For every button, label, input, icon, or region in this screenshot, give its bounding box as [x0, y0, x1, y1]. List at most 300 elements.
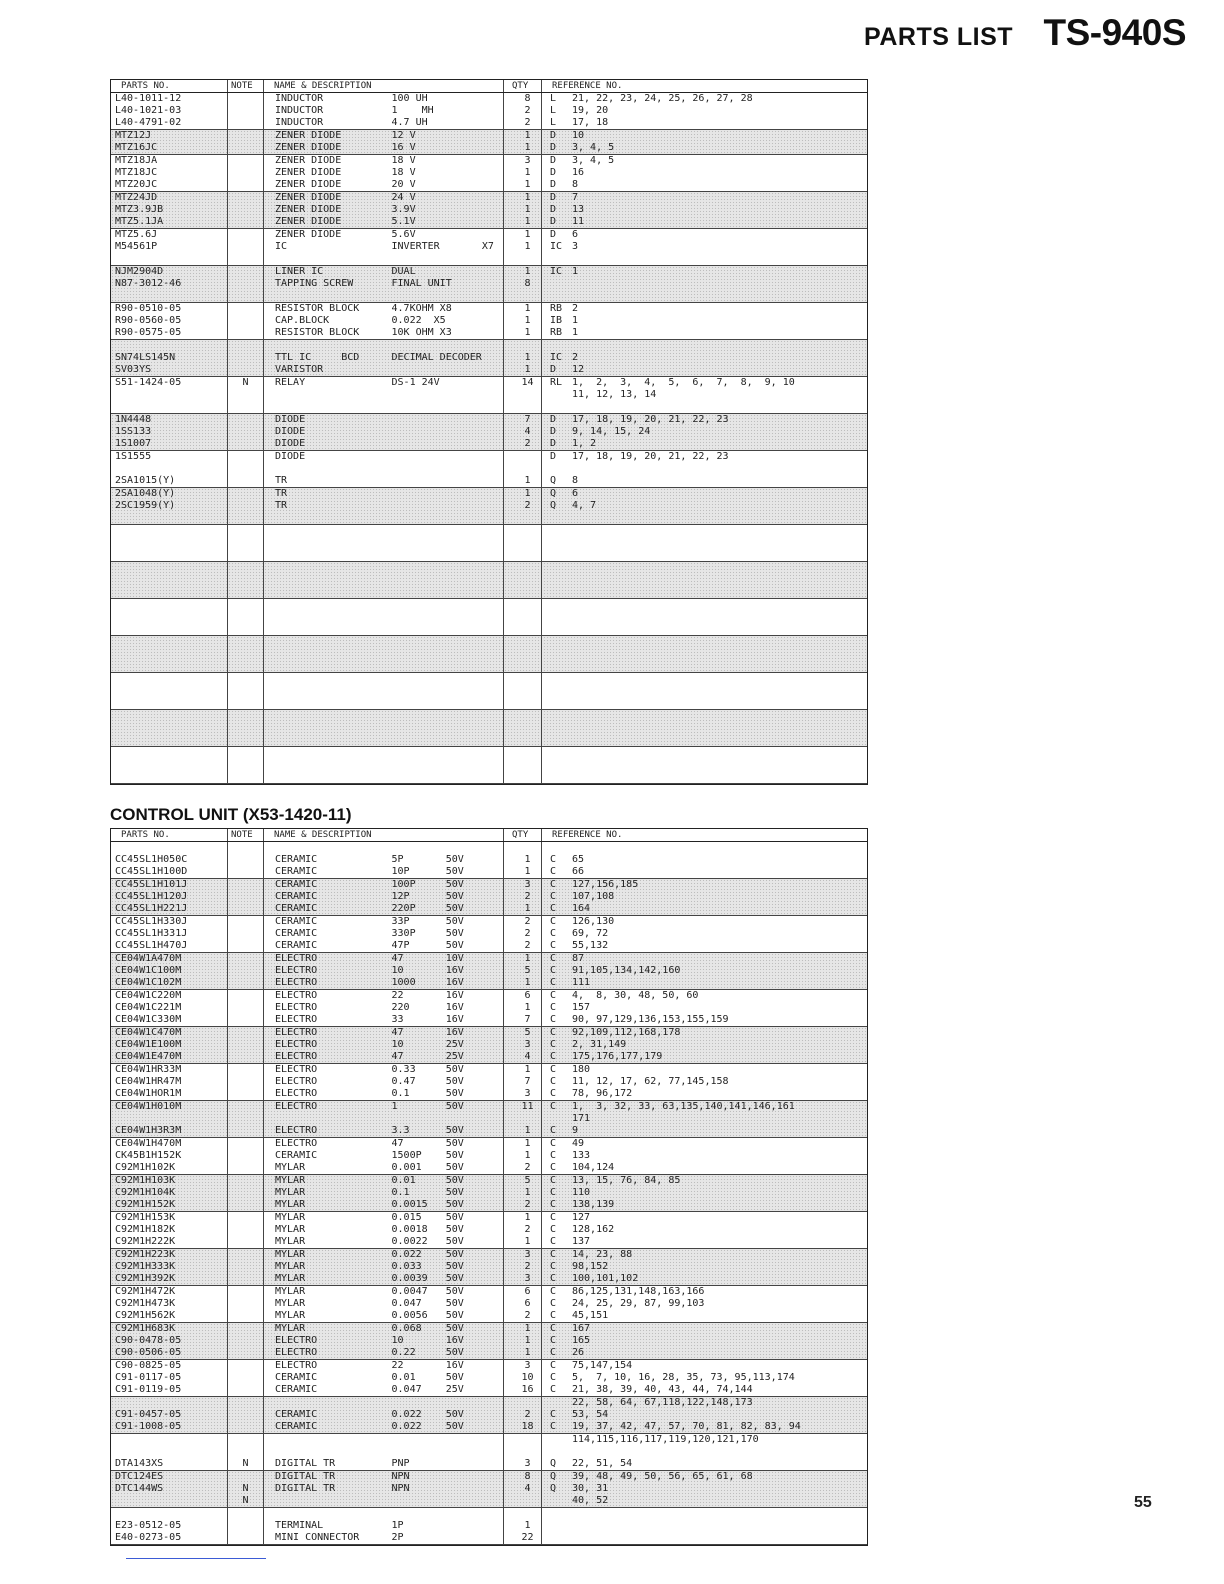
note [228, 204, 263, 216]
table-line [111, 953, 227, 965]
table-line [264, 1495, 503, 1507]
item-value [381, 747, 503, 759]
table-line [504, 1347, 541, 1359]
note [228, 623, 263, 635]
ref-symbol: C [550, 1273, 557, 1284]
item-name [264, 697, 381, 709]
qty: 5 [524, 965, 531, 976]
col-reference [542, 829, 867, 841]
ref-symbol [542, 842, 568, 854]
table-cell [504, 1360, 542, 1396]
table-line [111, 1372, 227, 1384]
part-no: CE04W1A470M [115, 953, 182, 964]
item-name [264, 525, 381, 537]
table-row-group [111, 229, 867, 266]
table-line [228, 977, 263, 989]
qty: 2 [524, 928, 531, 939]
table-line [542, 965, 867, 977]
table-line [111, 574, 227, 586]
qty [504, 253, 541, 265]
part-no [111, 697, 227, 709]
table-line [228, 866, 263, 878]
table-row-group [111, 1101, 867, 1138]
table-cell [504, 229, 542, 265]
ref-symbol [542, 1434, 568, 1446]
qty: 2 [524, 940, 531, 951]
table-line [542, 253, 867, 265]
ref-symbol: Q [550, 1471, 557, 1482]
item-value [381, 611, 503, 623]
note [228, 611, 263, 623]
table-line [228, 1199, 263, 1211]
table-line [542, 685, 867, 697]
table-cell [111, 451, 228, 487]
ref-numbers: 165 [572, 1335, 591, 1346]
item-value: 4.7KOHM X8 [391, 303, 452, 314]
table-line [542, 710, 867, 722]
part-no: SV03YS [115, 364, 152, 375]
table-line [264, 990, 503, 1002]
table-line [228, 216, 263, 228]
note [228, 1039, 263, 1051]
table-line [264, 105, 503, 117]
table-line [111, 1532, 227, 1544]
qty: 2 [524, 1224, 531, 1235]
item-value [381, 685, 503, 697]
item-value: PNP [391, 1458, 410, 1469]
table-row-group [111, 842, 867, 879]
table-line [504, 451, 541, 463]
table-line [264, 1076, 503, 1088]
table-line [542, 1014, 867, 1026]
table-line [111, 488, 227, 500]
ref-numbers: 16 [572, 167, 585, 178]
item-value [381, 586, 503, 598]
table-line [542, 1113, 867, 1125]
table-line [504, 117, 541, 129]
ref-symbol: C [550, 1261, 557, 1272]
table-row-group [111, 1508, 867, 1545]
qty: 8 [524, 93, 531, 104]
note [228, 965, 263, 977]
qty: 8 [524, 278, 531, 289]
table-cell [264, 1434, 504, 1470]
table-cell [542, 747, 867, 783]
table-line [228, 1187, 263, 1199]
table-line [228, 685, 263, 697]
note [228, 463, 263, 475]
table-line [504, 771, 541, 783]
table-line [542, 734, 867, 746]
table-line [111, 537, 227, 549]
table-line [542, 599, 867, 611]
ref-symbol: D [550, 155, 557, 166]
item-name [264, 685, 381, 697]
ref-symbol [542, 525, 568, 537]
ref-numbers: 98,152 [572, 1261, 609, 1272]
table-line [264, 1162, 503, 1174]
note [228, 977, 263, 989]
ref-symbol: L [550, 93, 557, 104]
note [228, 1446, 263, 1458]
ref-numbers [568, 759, 867, 771]
table-line [504, 1002, 541, 1014]
part-no: 1S1007 [115, 438, 152, 449]
item-name: ELECTRO [275, 990, 318, 1001]
table-line [504, 734, 541, 746]
part-no [111, 290, 227, 302]
part-no: MTZ18JA [115, 155, 158, 166]
note [228, 93, 263, 105]
qty: 2 [524, 117, 531, 128]
table-line [504, 965, 541, 977]
part-no: CE04W1E470M [115, 1051, 182, 1062]
note [228, 290, 263, 302]
ref-symbol [542, 463, 568, 475]
table-line [264, 315, 503, 327]
table-line [542, 401, 867, 413]
ref-numbers: 11 [572, 216, 585, 227]
qty: 1 [524, 488, 531, 499]
table-cell [228, 192, 264, 228]
ref-numbers [568, 253, 867, 265]
note [228, 105, 263, 117]
table-line [504, 1508, 541, 1520]
table-cell [504, 562, 542, 598]
note [228, 229, 263, 241]
table-line [111, 1101, 227, 1113]
table-line [504, 179, 541, 191]
table-line [504, 1076, 541, 1088]
item-name: MYLAR [275, 1273, 306, 1284]
table-cell [264, 842, 504, 878]
note [228, 512, 263, 524]
ref-symbol: C [550, 1027, 557, 1038]
ref-numbers: 1 [572, 266, 579, 277]
table-cell [228, 93, 264, 129]
qty: 1 [524, 352, 531, 363]
table-line [264, 438, 503, 450]
qty: 2 [524, 105, 531, 116]
table-line [111, 623, 227, 635]
table-line [228, 1039, 263, 1051]
item-value: 1000 16V [391, 977, 464, 988]
ref-numbers: 21, 22, 23, 24, 25, 26, 27, 28 [572, 93, 753, 104]
part-no: C92M1H562K [115, 1310, 176, 1321]
item-name [264, 648, 381, 660]
table-line [228, 340, 263, 352]
table-cell [542, 340, 867, 376]
table-line [111, 1347, 227, 1359]
ref-symbol: C [550, 1347, 557, 1358]
table-line [228, 940, 263, 952]
table-line [264, 685, 503, 697]
table-line [504, 1113, 541, 1125]
ref-numbers: 164 [572, 903, 591, 914]
table-line [111, 854, 227, 866]
ref-symbol [542, 636, 568, 648]
part-no [111, 771, 227, 783]
item-value: 22 16V [391, 990, 464, 1001]
item-name: MYLAR [275, 1310, 306, 1321]
item-value: 0.022 50V [391, 1249, 464, 1260]
ref-numbers: 26 [572, 1347, 585, 1358]
table-line [111, 167, 227, 179]
table-line [504, 685, 541, 697]
part-no: CE04W1C330M [115, 1014, 182, 1025]
item-name [264, 1434, 381, 1446]
table-line [504, 722, 541, 734]
ref-symbol [542, 562, 568, 574]
ref-numbers: 1, 3, 32, 33, 63,135,140,141,146,161 [572, 1101, 795, 1112]
item-value: 12 V [391, 130, 416, 141]
item-name [264, 660, 381, 672]
table-line [111, 965, 227, 977]
ref-symbol: C [550, 1150, 557, 1161]
ref-symbol: C [550, 866, 557, 877]
table-line [542, 722, 867, 734]
table-line [228, 352, 263, 364]
qty: 3 [524, 1039, 531, 1050]
note [228, 990, 263, 1002]
note [228, 1150, 263, 1162]
table-cell [111, 1286, 228, 1322]
table-line [264, 1027, 503, 1039]
note [228, 1360, 263, 1372]
note [228, 1323, 263, 1335]
ref-symbol: C [550, 1088, 557, 1099]
note [228, 734, 263, 746]
qty: 2 [524, 916, 531, 927]
table-cell [542, 303, 867, 339]
part-no: CE04W1H010M [115, 1101, 182, 1112]
ref-symbol: C [550, 1199, 557, 1210]
table-line [228, 1384, 263, 1396]
ref-numbers: 1, 2 [572, 438, 597, 449]
item-name [264, 389, 381, 401]
table-line [264, 1150, 503, 1162]
qty: 1 [524, 1335, 531, 1346]
ref-symbol [542, 771, 568, 783]
note [228, 1162, 263, 1174]
table-line [264, 1323, 503, 1335]
qty [504, 611, 541, 623]
table-line [264, 891, 503, 903]
table-line [111, 1138, 227, 1150]
table-line [542, 1298, 867, 1310]
table-line [504, 1298, 541, 1310]
ref-symbol: C [550, 953, 557, 964]
ref-symbol: Q [550, 1483, 557, 1494]
table-line [542, 192, 867, 204]
table-line [542, 1397, 867, 1409]
table-line [228, 1323, 263, 1335]
header-label: NOTE [231, 830, 253, 840]
item-name [264, 574, 381, 586]
table-line [542, 1051, 867, 1063]
table-line [504, 1360, 541, 1372]
note [228, 253, 263, 265]
qty: 1 [524, 1236, 531, 1247]
item-name: MYLAR [275, 1212, 306, 1223]
qty [504, 340, 541, 352]
table-line [542, 648, 867, 660]
table-line [228, 623, 263, 635]
table-row-group [111, 155, 867, 192]
note [228, 1384, 263, 1396]
qty [504, 673, 541, 685]
ref-numbers: 127 [572, 1212, 591, 1223]
table-cell [228, 1027, 264, 1063]
table-cell [228, 1138, 264, 1174]
item-name [264, 747, 381, 759]
item-name: LINER IC [275, 266, 324, 277]
table-line [504, 1520, 541, 1532]
ref-numbers [568, 673, 867, 685]
qty: 1 [524, 1187, 531, 1198]
table-cell [111, 192, 228, 228]
item-value: 0.33 50V [391, 1064, 464, 1075]
note [228, 1014, 263, 1026]
qty [504, 623, 541, 635]
table-line [228, 697, 263, 709]
table-line [264, 241, 503, 253]
ref-symbol [542, 537, 568, 549]
table-line [504, 1150, 541, 1162]
table-cell [111, 340, 228, 376]
table-line [504, 611, 541, 623]
table-cell [228, 710, 264, 746]
qty [504, 1397, 541, 1409]
part-no: C91-1008-05 [115, 1421, 182, 1432]
table-cell [504, 747, 542, 783]
ref-numbers: 3, 4, 5 [572, 142, 615, 153]
table-line [111, 759, 227, 771]
table-line [504, 1495, 541, 1507]
table-cell [542, 953, 867, 989]
table-line [264, 697, 503, 709]
table-cell [111, 673, 228, 709]
table-line [504, 1125, 541, 1137]
table-line [504, 1051, 541, 1063]
table-line [542, 1310, 867, 1322]
table-line [504, 953, 541, 965]
ref-symbol [542, 278, 568, 290]
table-line [504, 266, 541, 278]
table-line [542, 1471, 867, 1483]
ref-numbers: 17, 18, 19, 20, 21, 22, 23 [572, 414, 729, 425]
part-no [111, 574, 227, 586]
item-name: DIODE [275, 426, 306, 437]
ref-numbers [568, 710, 867, 722]
note [228, 475, 263, 487]
qty: 5 [524, 1027, 531, 1038]
table-line [228, 377, 263, 389]
qty: 8 [524, 1471, 531, 1482]
table-line [264, 204, 503, 216]
qty: 1 [524, 241, 531, 252]
ref-numbers: 21, 38, 39, 40, 43, 44, 74,144 [572, 1384, 753, 1395]
ref-symbol [542, 253, 568, 265]
table-line [542, 1532, 867, 1544]
table-cell [111, 525, 228, 561]
table-line [504, 903, 541, 915]
column-header-row [111, 80, 867, 93]
part-no: MTZ20JC [115, 179, 158, 190]
table-line [264, 142, 503, 154]
part-no [111, 747, 227, 759]
table-line [111, 512, 227, 524]
table-line [228, 1458, 263, 1470]
table-cell [111, 1064, 228, 1100]
table-cell [111, 1471, 228, 1507]
part-no [111, 611, 227, 623]
part-no [111, 253, 227, 265]
note [228, 266, 263, 278]
table-line [111, 734, 227, 746]
item-name: INDUCTOR [275, 93, 324, 104]
table-line [542, 660, 867, 672]
ref-numbers [568, 1520, 867, 1532]
part-no: CE04W1H470M [115, 1138, 182, 1149]
qty: 1 [524, 1002, 531, 1013]
item-value [381, 401, 503, 413]
part-no: C92M1H103K [115, 1175, 176, 1186]
item-value: 24 V [391, 192, 416, 203]
table-cell [228, 562, 264, 598]
ref-numbers: 2 [572, 352, 579, 363]
item-value [381, 623, 503, 635]
ref-numbers: 114,115,116,117,119,120,121,170 [572, 1434, 759, 1445]
note [228, 1471, 263, 1483]
table-line [111, 303, 227, 315]
table-line [264, 1384, 503, 1396]
table-line [228, 879, 263, 891]
part-no: CE04W1C220M [115, 990, 182, 1001]
table-cell [264, 1249, 504, 1285]
item-name [264, 1495, 381, 1507]
ref-symbol: D [550, 414, 557, 425]
table-cell [111, 155, 228, 191]
table-cell [504, 1138, 542, 1174]
table-line [542, 611, 867, 623]
note [228, 1372, 263, 1384]
table-cell [504, 266, 542, 302]
table-cell [264, 1508, 504, 1544]
qty [504, 1113, 541, 1125]
table-cell [228, 377, 264, 413]
table-cell [111, 1323, 228, 1359]
table-line [542, 1101, 867, 1113]
note: N [242, 1495, 249, 1506]
table-cell [542, 1101, 867, 1137]
qty: 7 [524, 414, 531, 425]
table-cell [228, 1249, 264, 1285]
table-line [264, 562, 503, 574]
table-line [111, 916, 227, 928]
table-line [228, 1372, 263, 1384]
table-line [228, 903, 263, 915]
item-name: TTL IC BCD [275, 352, 360, 363]
item-name: ELECTRO [275, 1039, 318, 1050]
table-line [504, 340, 541, 352]
table-line [228, 117, 263, 129]
note [228, 953, 263, 965]
item-name [264, 611, 381, 623]
table-line [504, 928, 541, 940]
note [228, 697, 263, 709]
ref-symbol: D [550, 229, 557, 240]
